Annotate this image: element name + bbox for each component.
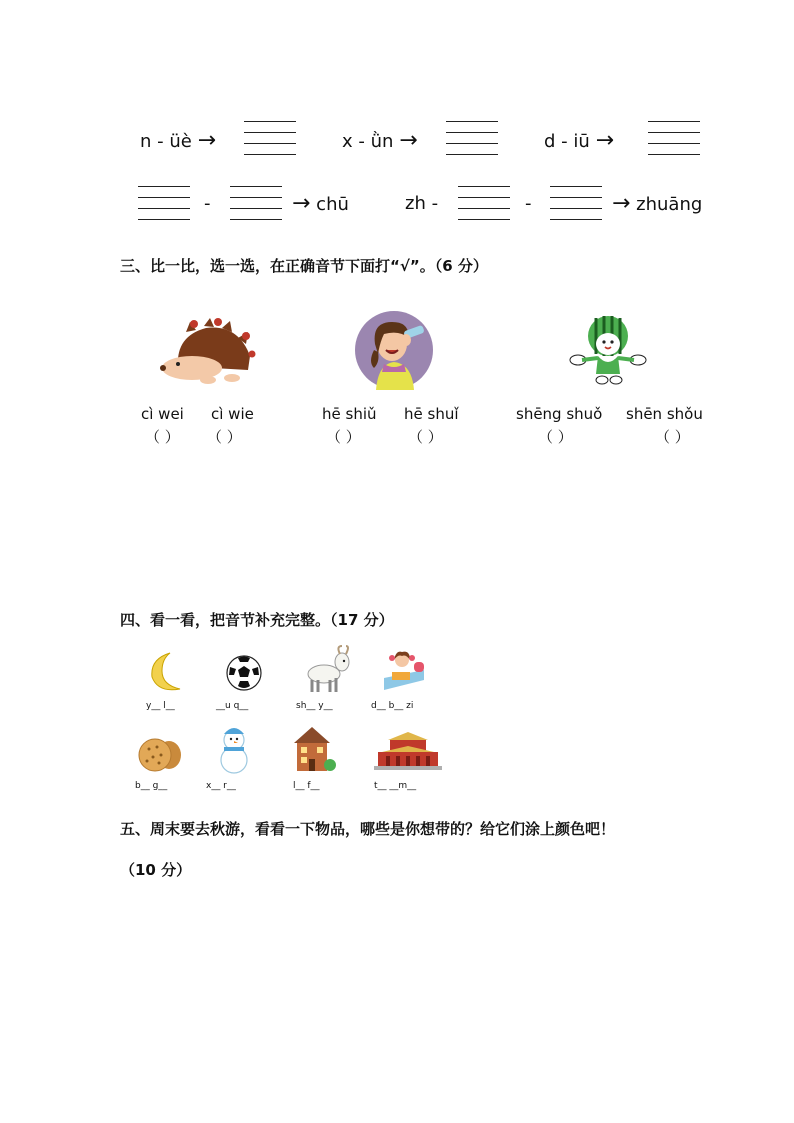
answer-paren[interactable]: （ ） [207, 428, 242, 446]
biscuits-picture [135, 735, 185, 775]
initial: d [544, 131, 556, 152]
initial: zh [405, 193, 426, 214]
writing-lines[interactable] [648, 121, 700, 157]
arrow-icon: → [595, 128, 614, 153]
dash: - [561, 131, 568, 152]
blank-house[interactable]: l__ f__ [293, 781, 320, 791]
writing-lines[interactable] [550, 186, 602, 222]
spelling-item-2 [342, 128, 418, 153]
moon-picture [146, 651, 186, 693]
dash: - [157, 131, 164, 152]
result-syllable-1 [292, 191, 349, 216]
blank-goat[interactable]: sh__ y__ [296, 701, 333, 711]
spelling-item-3 [544, 128, 614, 153]
blank-snowman[interactable]: x__ r__ [206, 781, 236, 791]
answer-paren[interactable]: （ ） [538, 428, 573, 446]
answer-paren[interactable]: （ ） [145, 428, 180, 446]
writing-lines[interactable] [230, 186, 282, 222]
blank-moon[interactable]: y__ l__ [146, 701, 175, 711]
blank-football[interactable]: __u q__ [216, 701, 249, 711]
football-picture [226, 655, 262, 691]
result-text: chū [316, 194, 349, 215]
girl-at-desk-picture [380, 650, 428, 694]
option-1b[interactable]: cì wie [211, 405, 254, 423]
watermelon-character-picture [568, 308, 648, 388]
option-3b[interactable]: shēn shǒu [626, 405, 703, 423]
writing-lines[interactable] [138, 186, 190, 222]
section-3-title: 三、比一比，选一选，在正确音节下面打“√”。（6 分） [120, 257, 488, 275]
answer-paren[interactable]: （ ） [326, 428, 361, 446]
blank-biscuits[interactable]: b__ g__ [135, 781, 168, 791]
tiananmen-picture [374, 730, 442, 770]
girl-drinking-picture [354, 310, 434, 390]
section-5-title: 五、周末要去秋游，看看一下物品，哪些是你想带的？给它们涂上颜色吧！ [120, 820, 616, 838]
blank-desk[interactable]: d__ b__ zi [371, 701, 414, 711]
initial: n [140, 131, 152, 152]
writing-lines[interactable] [446, 121, 498, 157]
dash: - [431, 193, 439, 214]
option-2a[interactable]: hē shiǔ [322, 405, 377, 423]
dash: - [358, 131, 365, 152]
dash: - [525, 193, 532, 214]
writing-lines[interactable] [244, 121, 296, 157]
arrow-icon: → [612, 191, 631, 216]
result-syllable-2 [612, 191, 702, 216]
initial: x [342, 131, 353, 152]
arrow-icon: → [197, 128, 217, 153]
house-picture [290, 725, 336, 773]
arrow-icon: → [399, 128, 418, 153]
option-1a[interactable]: cì wei [141, 405, 184, 423]
section-5-score: （10 分） [120, 861, 192, 879]
option-3a[interactable]: shēng shuǒ [516, 405, 603, 423]
hedgehog-picture [158, 318, 258, 388]
goat-picture [302, 644, 352, 694]
final: ǜn [370, 131, 394, 152]
blank-tiananmen[interactable]: t__ __m__ [374, 781, 417, 791]
dash: - [204, 193, 211, 214]
snowman-picture [216, 726, 252, 774]
answer-paren[interactable]: （ ） [655, 428, 690, 446]
answer-paren[interactable]: （ ） [408, 428, 443, 446]
prefix-syllable [405, 193, 438, 214]
option-2b[interactable]: hē shuǐ [404, 405, 459, 423]
arrow-icon: → [292, 191, 311, 216]
result-text: zhuāng [636, 194, 703, 215]
spelling-item-1 [140, 128, 216, 153]
section-4-title: 四、看一看，把音节补充完整。（17 分） [120, 611, 394, 629]
writing-lines[interactable] [458, 186, 510, 222]
final: üè [169, 131, 192, 152]
final: iū [573, 131, 590, 152]
